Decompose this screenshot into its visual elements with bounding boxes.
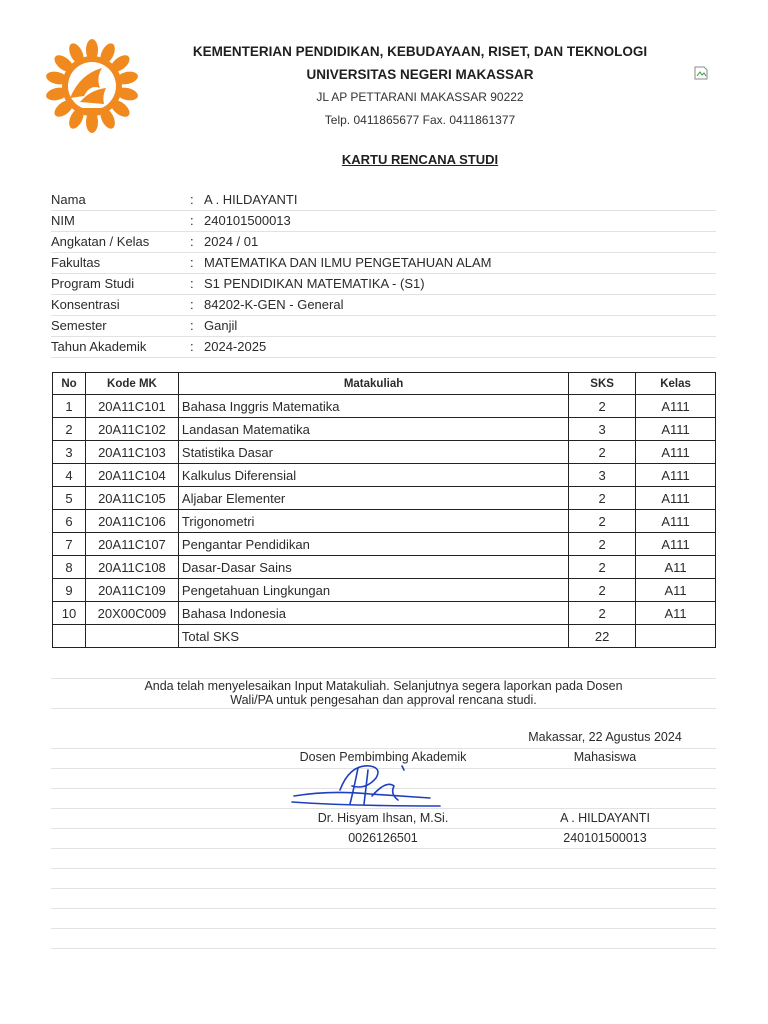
info-row-name bbox=[51, 190, 716, 211]
cell-kelas: A111 bbox=[636, 464, 716, 487]
cell-sks: 3 bbox=[569, 464, 636, 487]
info-colon: : bbox=[190, 318, 194, 333]
cell-no: 5 bbox=[53, 487, 86, 510]
cell-matakuliah: Kalkulus Diferensial bbox=[178, 464, 568, 487]
cell-kode: 20A11C109 bbox=[85, 579, 178, 602]
cell-matakuliah: Dasar-Dasar Sains bbox=[178, 556, 568, 579]
cell-no: 1 bbox=[53, 395, 86, 418]
student-name: A . HILDAYANTI bbox=[560, 811, 650, 825]
info-value: 84202-K-GEN - General bbox=[204, 297, 344, 312]
place-date: Makassar, 22 Agustus 2024 bbox=[528, 730, 682, 744]
info-value: MATEMATIKA DAN ILMU PENGETAHUAN ALAM bbox=[204, 255, 492, 270]
cell-empty bbox=[53, 625, 86, 648]
advisor-signature bbox=[290, 760, 442, 812]
cell-empty bbox=[636, 625, 716, 648]
info-label: Angkatan / Kelas bbox=[51, 234, 150, 249]
table-row bbox=[53, 441, 716, 464]
info-value: S1 PENDIDIKAN MATEMATIKA - (S1) bbox=[204, 276, 425, 291]
info-colon: : bbox=[190, 192, 194, 207]
cell-kelas: A111 bbox=[636, 441, 716, 464]
info-colon: : bbox=[190, 255, 194, 270]
cell-kode: 20A11C103 bbox=[85, 441, 178, 464]
divider-line bbox=[51, 828, 716, 829]
info-colon: : bbox=[190, 213, 194, 228]
cell-matakuliah: Statistika Dasar bbox=[178, 441, 568, 464]
info-label: NIM bbox=[51, 213, 75, 228]
info-row-prodi bbox=[51, 274, 716, 295]
table-row bbox=[53, 418, 716, 441]
divider-line bbox=[51, 948, 716, 949]
cell-no: 6 bbox=[53, 510, 86, 533]
cell-no: 7 bbox=[53, 533, 86, 556]
document-title: KARTU RENCANA STUDI bbox=[341, 152, 499, 167]
student-title: Mahasiswa bbox=[573, 750, 637, 764]
info-row-angkatan bbox=[51, 232, 716, 253]
info-colon: : bbox=[190, 339, 194, 354]
col-header-no: No bbox=[53, 373, 86, 395]
table-row bbox=[53, 556, 716, 579]
advisor-id: 0026126501 bbox=[348, 831, 418, 845]
cell-sks: 3 bbox=[569, 418, 636, 441]
info-colon: : bbox=[190, 297, 194, 312]
note-line-1: Anda telah menyelesaikan Input Matakuliah. Selanjutnya segera laporkan pada Dosen bbox=[144, 679, 623, 693]
completion-note bbox=[51, 678, 716, 709]
student-id: 240101500013 bbox=[563, 831, 647, 845]
cell-kode: 20A11C108 bbox=[85, 556, 178, 579]
info-label: Semester bbox=[51, 318, 107, 333]
cell-matakuliah: Bahasa Inggris Matematika bbox=[178, 395, 568, 418]
cell-no: 3 bbox=[53, 441, 86, 464]
info-value: 2024-2025 bbox=[204, 339, 267, 354]
cell-kelas: A111 bbox=[636, 487, 716, 510]
cell-sks: 2 bbox=[569, 556, 636, 579]
table-row bbox=[53, 510, 716, 533]
info-label: Nama bbox=[51, 192, 86, 207]
table-row bbox=[53, 533, 716, 556]
divider-line bbox=[51, 908, 716, 909]
cell-sks: 2 bbox=[569, 441, 636, 464]
cell-matakuliah: Pengetahuan Lingkungan bbox=[178, 579, 568, 602]
info-row-konsentrasi bbox=[51, 295, 716, 316]
cell-kode: 20A11C101 bbox=[85, 395, 178, 418]
advisor-title: Dosen Pembimbing Akademik bbox=[299, 750, 467, 764]
cell-no: 4 bbox=[53, 464, 86, 487]
table-row bbox=[53, 395, 716, 418]
cell-kelas: A111 bbox=[636, 418, 716, 441]
cell-no: 10 bbox=[53, 602, 86, 625]
cell-no: 9 bbox=[53, 579, 86, 602]
info-label: Fakultas bbox=[51, 255, 101, 270]
university-name: UNIVERSITAS NEGERI MAKASSAR bbox=[306, 67, 534, 82]
table-header-row bbox=[53, 373, 716, 395]
total-sks-label: Total SKS bbox=[178, 625, 568, 648]
note-line-2: Wali/PA untuk pengesahan dan approval rencana studi. bbox=[230, 693, 537, 707]
course-table bbox=[52, 372, 716, 648]
cell-matakuliah: Bahasa Indonesia bbox=[178, 602, 568, 625]
cell-kelas: A111 bbox=[636, 395, 716, 418]
info-row-semester bbox=[51, 316, 716, 337]
cell-sks: 2 bbox=[569, 487, 636, 510]
info-value: Ganjil bbox=[204, 318, 238, 333]
cell-kelas: A11 bbox=[636, 602, 716, 625]
cell-no: 8 bbox=[53, 556, 86, 579]
info-label: Konsentrasi bbox=[51, 297, 120, 312]
info-value: 2024 / 01 bbox=[204, 234, 259, 249]
info-value: A . HILDAYANTI bbox=[204, 192, 298, 207]
cell-sks: 2 bbox=[569, 602, 636, 625]
university-address: JL AP PETTARANI MAKASSAR 90222 bbox=[316, 90, 524, 104]
table-row bbox=[53, 487, 716, 510]
col-header-matakuliah: Matakuliah bbox=[178, 373, 568, 395]
cell-kelas: A11 bbox=[636, 579, 716, 602]
cell-kelas: A11 bbox=[636, 556, 716, 579]
cell-kode: 20A11C107 bbox=[85, 533, 178, 556]
info-row-tahun bbox=[51, 337, 716, 358]
university-logo bbox=[40, 38, 144, 134]
cell-sks: 2 bbox=[569, 510, 636, 533]
table-row bbox=[53, 602, 716, 625]
cell-kode: 20A11C105 bbox=[85, 487, 178, 510]
table-row bbox=[53, 579, 716, 602]
divider-line bbox=[51, 888, 716, 889]
cell-matakuliah: Landasan Matematika bbox=[178, 418, 568, 441]
col-header-kelas: Kelas bbox=[636, 373, 716, 395]
info-row-fakultas bbox=[51, 253, 716, 274]
divider-line bbox=[51, 928, 716, 929]
university-phone: Telp. 0411865677 Fax. 0411861377 bbox=[324, 113, 516, 127]
divider-line bbox=[51, 848, 716, 849]
cell-kode: 20A11C104 bbox=[85, 464, 178, 487]
cell-matakuliah: Pengantar Pendidikan bbox=[178, 533, 568, 556]
cell-kode: 20A11C106 bbox=[85, 510, 178, 533]
info-value: 240101500013 bbox=[204, 213, 291, 228]
cell-sks: 2 bbox=[569, 395, 636, 418]
advisor-name: Dr. Hisyam Ihsan, M.Si. bbox=[317, 811, 449, 825]
info-label: Tahun Akademik bbox=[51, 339, 147, 354]
info-row-nim bbox=[51, 211, 716, 232]
cell-kelas: A111 bbox=[636, 510, 716, 533]
info-colon: : bbox=[190, 234, 194, 249]
col-header-kode: Kode MK bbox=[85, 373, 178, 395]
broken-image-icon bbox=[693, 65, 709, 81]
cell-matakuliah: Trigonometri bbox=[178, 510, 568, 533]
cell-kelas: A111 bbox=[636, 533, 716, 556]
divider-line bbox=[51, 868, 716, 869]
cell-kode: 20X00C009 bbox=[85, 602, 178, 625]
info-colon: : bbox=[190, 276, 194, 291]
table-total-row bbox=[53, 625, 716, 648]
student-info bbox=[51, 190, 716, 358]
ministry-name: KEMENTERIAN PENDIDIKAN, KEBUDAYAAN, RISET, DAN TEKNOLOGI bbox=[192, 44, 648, 59]
cell-sks: 2 bbox=[569, 579, 636, 602]
col-header-sks: SKS bbox=[569, 373, 636, 395]
cell-empty bbox=[85, 625, 178, 648]
cell-kode: 20A11C102 bbox=[85, 418, 178, 441]
table-row bbox=[53, 464, 716, 487]
divider-line bbox=[51, 748, 716, 749]
info-label: Program Studi bbox=[51, 276, 135, 291]
cell-sks: 2 bbox=[569, 533, 636, 556]
total-sks-value: 22 bbox=[569, 625, 636, 648]
cell-no: 2 bbox=[53, 418, 86, 441]
cell-matakuliah: Aljabar Elementer bbox=[178, 487, 568, 510]
